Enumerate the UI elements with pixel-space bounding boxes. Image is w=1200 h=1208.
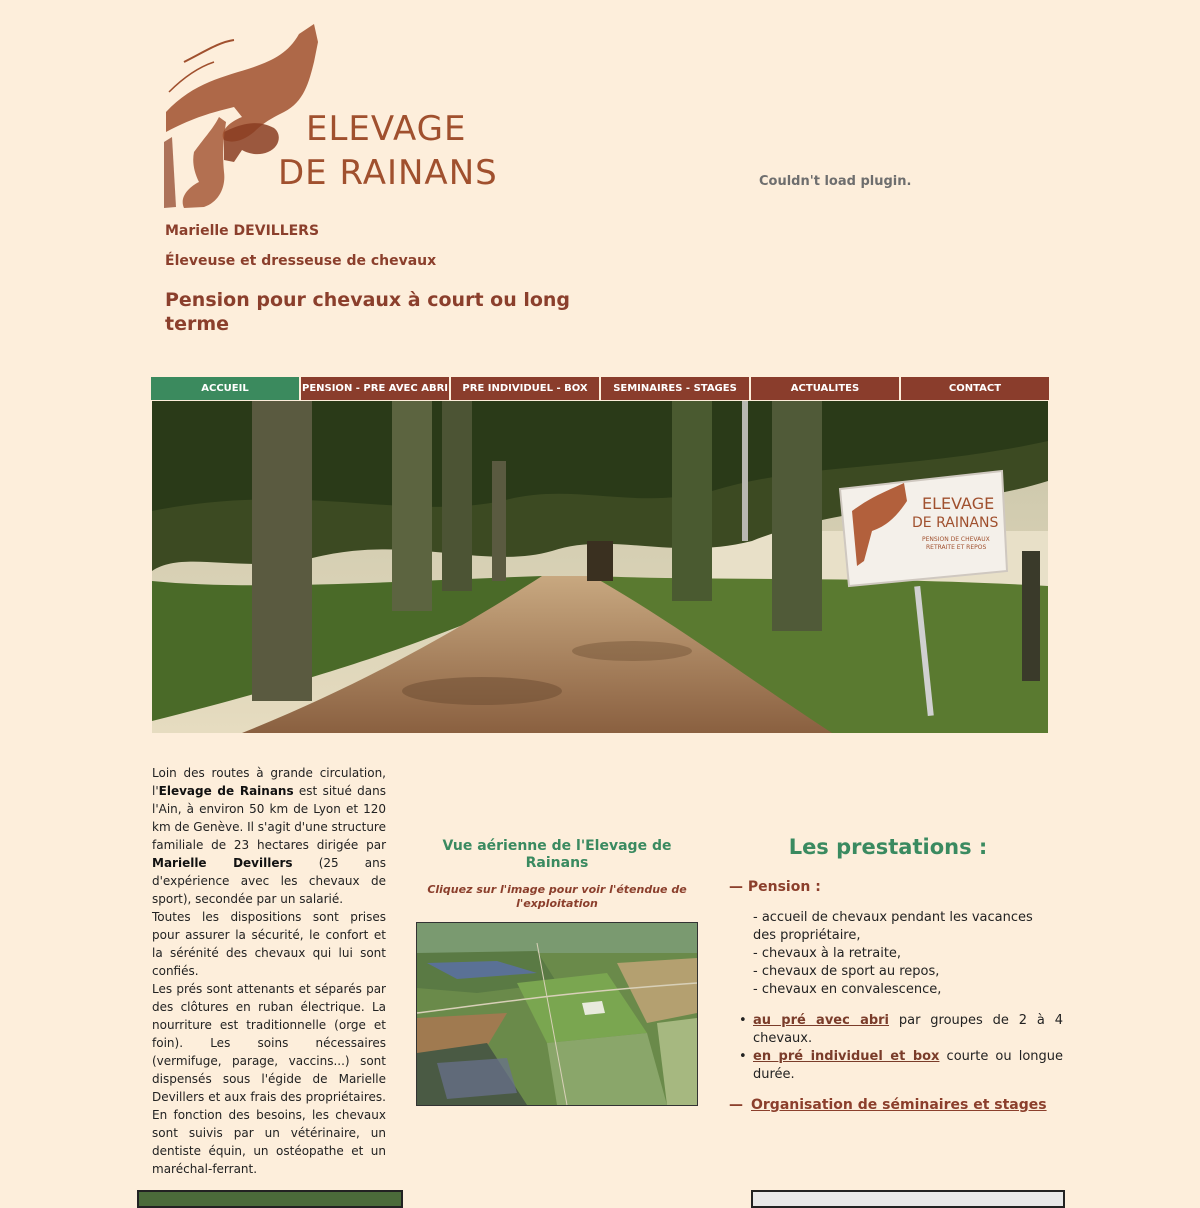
aerial-title: Vue aérienne de l'Elevage de Rainans — [442, 838, 672, 871]
option-pre-abri — [753, 1012, 1063, 1048]
sign-text-line2: DE RAINANS — [912, 515, 999, 531]
sign-text-line4: RETRAITE ET REPOS — [926, 544, 987, 551]
option-pre-abri-text: par groupes de 2 à 4 chevaux. — [753, 1013, 1063, 1046]
prestations-title: Les prestations : — [788, 835, 988, 859]
aerial-photo[interactable] — [416, 922, 698, 1106]
main-nav — [151, 377, 1049, 400]
logo-text-line2: DE RAINANS — [278, 153, 498, 193]
option-pre-individuel-text: courte ou longue durée. — [753, 1049, 1063, 1082]
bottom-photo-right — [751, 1190, 1065, 1208]
pension-list — [753, 909, 1048, 999]
pension-heading: — Pension : — [729, 879, 821, 895]
intro-text — [152, 764, 386, 1178]
bottom-photo-left — [137, 1190, 403, 1208]
intro-p2: Toutes les dispositions sont prises pour assurer la sécurité, le confort et la sérénité des chevaux qui lui sont confiés. — [152, 910, 386, 978]
nav-item-pre-individuel[interactable]: PRE INDIVIDUEL - BOX — [451, 377, 599, 400]
intro-p3: Les prés sont attenants et séparés par des clôtures en ruban électrique. La nourriture est traditionnelle (orge et foin). Les soins nécessaires (vermifuge, parage, vaccins...) sont dispensés sous l'égide de Marielle Devillers et aux frais des propriétaires. En fonction des besoins, les chevaux sont suivis par un vétérinaire, un dentiste équin, un ostéopathe et un maréchal-ferrant. — [152, 982, 386, 1176]
sign-text-line3: PENSION DE CHEVAUX — [922, 536, 990, 543]
intro-elevage-name: Elevage de Rainans — [158, 784, 294, 798]
nav-item-pension[interactable]: PENSION - PRE AVEC ABRI — [301, 377, 449, 400]
hero-photo — [152, 401, 1048, 733]
intro-p1-c: est situé dans l'Ain, à environ 50 km de Lyon et 120 km de Genève. Il s'agit d'une structure familiale de 23 hectares dirigée par — [152, 784, 386, 852]
nav-item-seminaires[interactable]: SEMINAIRES - STAGES — [601, 377, 749, 400]
seminaires-dash: — — [729, 1097, 743, 1113]
options-list — [753, 1012, 1063, 1084]
option-pre-individuel — [753, 1048, 1063, 1084]
intro-owner-name: Marielle Devillers — [152, 856, 293, 870]
seminaires-line — [729, 1097, 1047, 1113]
page-headline: Pension pour chevaux à court ou long terme — [165, 289, 571, 335]
link-seminaires[interactable]: Organisation de séminaires et stages — [751, 1097, 1047, 1113]
intro-p1-e: (25 ans d'expérience avec les chevaux de sport), secondée par un salarié. — [152, 856, 386, 906]
logo-text-line1: ELEVAGE — [306, 109, 467, 149]
owner-role: Éleveuse et dresseuse de chevaux — [165, 253, 437, 269]
link-pre-avec-abri[interactable]: au pré avec abri — [753, 1013, 890, 1028]
pension-item: - chevaux de sport au repos, — [753, 964, 940, 979]
nav-item-actualites[interactable]: ACTUALITES — [751, 377, 899, 400]
nav-item-accueil[interactable]: ACCUEIL — [151, 377, 299, 400]
pension-item: - chevaux à la retraite, — [753, 946, 902, 961]
owner-name: Marielle DEVILLERS — [165, 223, 320, 239]
elevage-logo — [164, 22, 498, 210]
sign-text-line1: ELEVAGE — [922, 494, 995, 513]
link-pre-individuel-box[interactable]: en pré individuel et box — [753, 1049, 940, 1064]
pension-item: - chevaux en convalescence, — [753, 982, 942, 997]
plugin-error-message: Couldn't load plugin. — [759, 174, 912, 189]
nav-item-contact[interactable]: CONTACT — [901, 377, 1049, 400]
pension-item: - accueil de chevaux pendant les vacances des propriétaire, — [753, 910, 1033, 943]
aerial-hint: Cliquez sur l'image pour voir l'étendue de l'exploitation — [427, 883, 687, 910]
intro-p1-a: Loin des routes à grande circulation, l' — [152, 766, 386, 798]
